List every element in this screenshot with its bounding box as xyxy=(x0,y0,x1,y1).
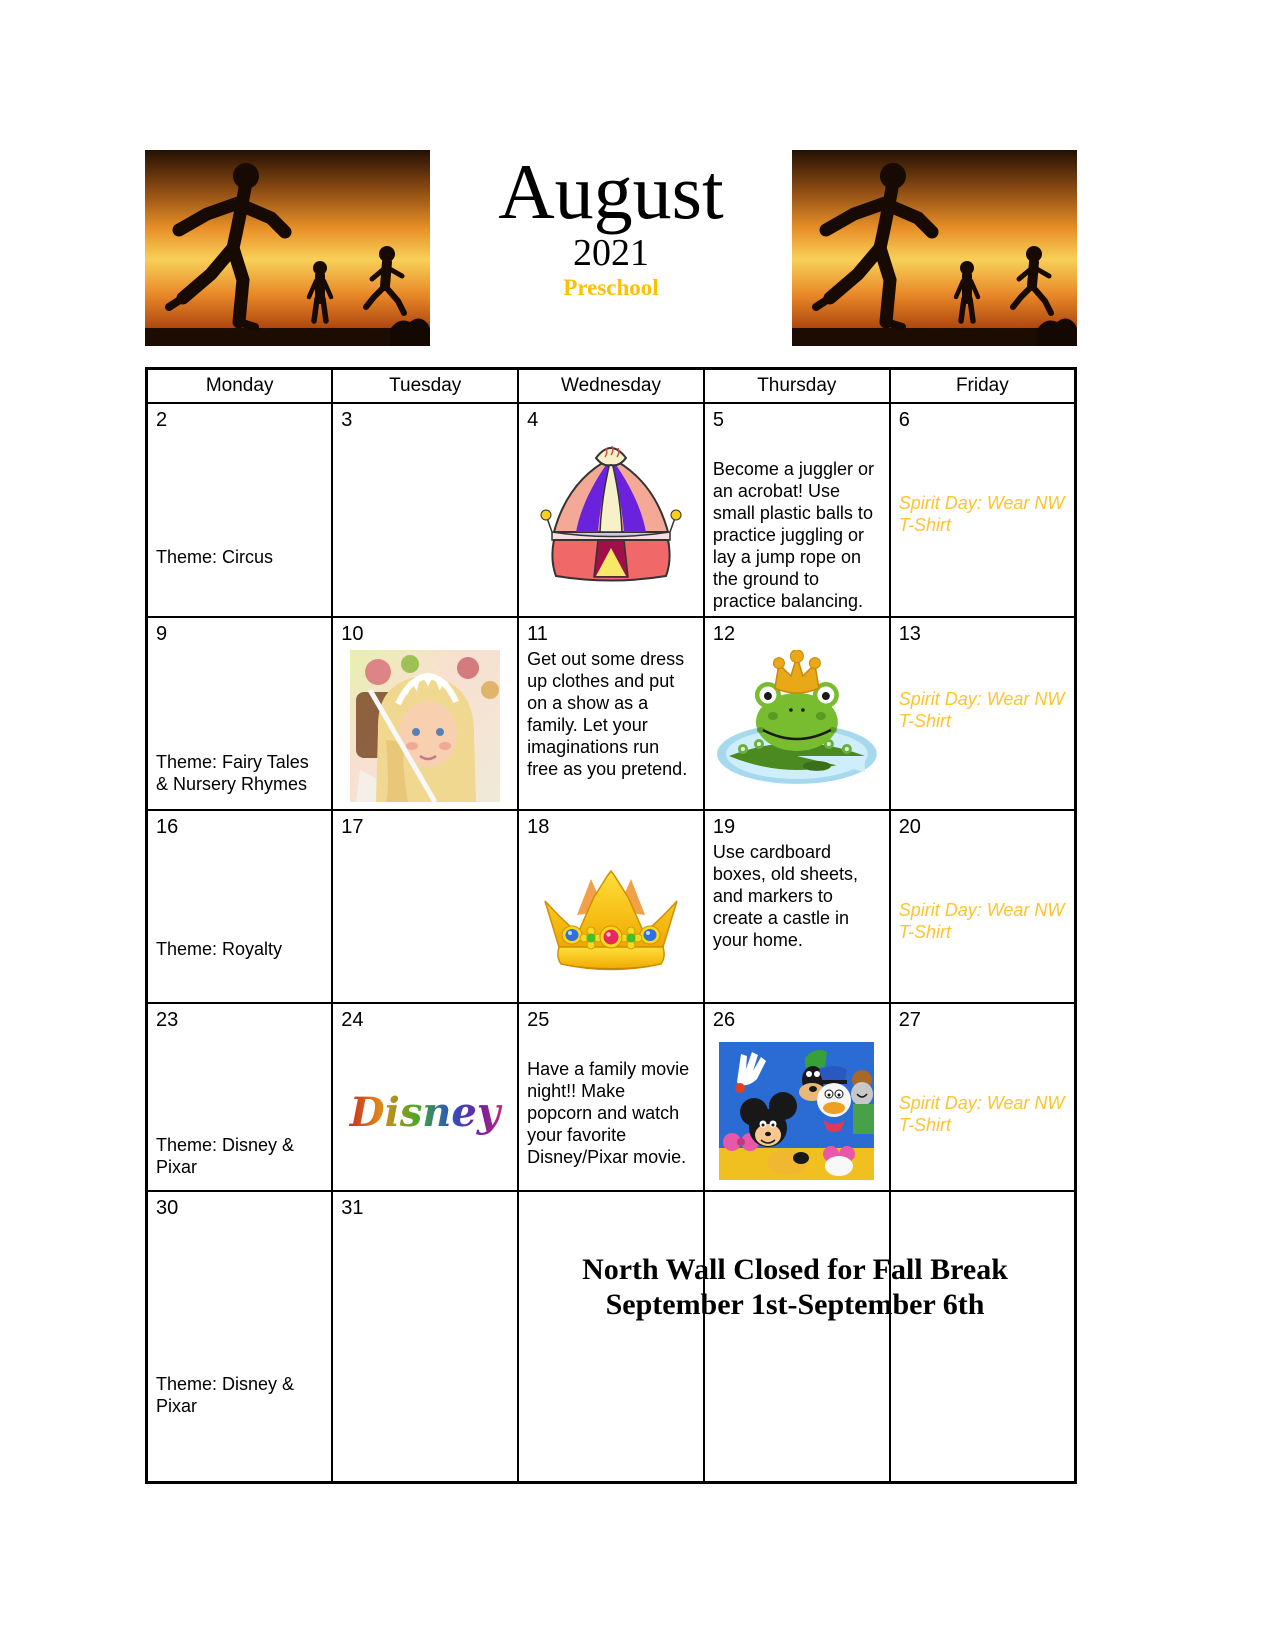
day-cell-aug25 xyxy=(518,1003,704,1191)
spirit-day-label: Spirit Day: Wear NW T-Shirt xyxy=(898,900,1065,942)
day-cell-aug3 xyxy=(332,403,518,617)
calendar-title-block xyxy=(430,150,792,302)
frog-prince-clipart xyxy=(713,650,881,788)
theme-label: Theme: Royalty xyxy=(156,939,283,959)
theme-label: Theme: Disney & Pixar xyxy=(156,1135,295,1177)
day-cell-aug12 xyxy=(704,617,890,810)
day-number: 24 xyxy=(341,1009,364,1031)
spirit-day-label: Spirit Day: Wear NW T-Shirt xyxy=(898,493,1065,535)
disney-logo xyxy=(341,1076,509,1148)
day-cell-aug31 xyxy=(332,1191,518,1483)
day-number: 4 xyxy=(527,409,539,431)
day-number: 27 xyxy=(898,1009,921,1031)
fall-break-notice-line1: North Wall Closed for Fall Break xyxy=(582,1253,1008,1286)
day-cell-aug23 xyxy=(147,1003,333,1191)
week-row-1 xyxy=(147,403,1076,617)
spirit-day-label: Spirit Day: Wear NW T-Shirt xyxy=(898,689,1065,731)
day-cell-aug26 xyxy=(704,1003,890,1191)
day-number: 16 xyxy=(156,816,179,838)
empty-cell-thu xyxy=(704,1191,890,1483)
day-cell-aug2 xyxy=(147,403,333,617)
day-number: 9 xyxy=(156,623,168,645)
fall-break-notice-line2: September 1st-September 6th xyxy=(605,1288,985,1321)
day-number: 5 xyxy=(712,409,725,431)
day-number: 19 xyxy=(712,816,736,838)
week-row-2 xyxy=(147,617,1076,810)
day-number: 13 xyxy=(898,623,921,645)
theme-label: Theme: Fairy Tales & Nursery Rhymes xyxy=(156,752,309,794)
sunset-children-photo-left xyxy=(145,150,430,346)
day-number: 2 xyxy=(156,409,168,431)
day-cell-aug30 xyxy=(147,1191,333,1483)
circus-tent-clipart xyxy=(527,436,695,586)
activity-text: Have a family movie night!! Make popcorn and watch your favorite Disney/Pixar movie. xyxy=(527,1059,690,1167)
activity-text: Become a juggler or an acrobat! Use small plastic balls to practice juggling or lay a jump rope on the ground to practice balancing. xyxy=(712,459,874,611)
day-number: 3 xyxy=(341,409,353,431)
theme-label: Theme: Disney & Pixar xyxy=(156,1374,295,1416)
day-number: 12 xyxy=(712,623,736,645)
activity-text: Use cardboard boxes, old sheets, and markers to create a castle in your home. xyxy=(712,842,858,950)
day-number: 23 xyxy=(156,1009,179,1031)
day-cell-aug4 xyxy=(518,403,704,617)
week-row-3 xyxy=(147,810,1076,1003)
weekday-header-friday: Friday xyxy=(890,369,1076,404)
sunset-children-photo-right xyxy=(792,150,1077,346)
day-cell-aug5 xyxy=(704,403,890,617)
spirit-day-label: Spirit Day: Wear NW T-Shirt xyxy=(898,1093,1065,1135)
month-title: August xyxy=(498,148,724,235)
day-number: 18 xyxy=(527,816,550,838)
weekday-header-tuesday: Tuesday xyxy=(332,369,518,404)
activity-text: Get out some dress up clothes and put on a show as a family. Let your imaginations run free as you pretend. xyxy=(527,649,688,779)
day-number: 17 xyxy=(341,816,364,838)
day-cell-aug6 xyxy=(890,403,1076,617)
weekday-header-thursday: Thursday xyxy=(704,369,890,404)
day-number: 25 xyxy=(527,1009,550,1031)
empty-cell-fri xyxy=(890,1191,1076,1483)
weekday-header-row xyxy=(147,369,1076,404)
day-cell-aug24 xyxy=(332,1003,518,1191)
day-cell-aug16 xyxy=(147,810,333,1003)
page-header xyxy=(145,150,1077,346)
calendar-grid xyxy=(145,367,1077,1484)
day-cell-aug19 xyxy=(704,810,890,1003)
day-cell-aug17 xyxy=(332,810,518,1003)
fall-break-notice xyxy=(515,1252,1075,1322)
svg-text:Disney: Disney xyxy=(350,1089,501,1136)
day-number: 31 xyxy=(341,1197,364,1219)
empty-cell-wed xyxy=(518,1191,704,1483)
theme-label: Theme: Circus xyxy=(156,547,274,567)
day-cell-aug27 xyxy=(890,1003,1076,1191)
day-number: 10 xyxy=(341,623,364,645)
week-row-5 xyxy=(147,1191,1076,1483)
gold-crown-clipart xyxy=(527,863,695,975)
day-cell-aug10 xyxy=(332,617,518,810)
day-cell-aug11 xyxy=(518,617,704,810)
day-cell-aug20 xyxy=(890,810,1076,1003)
day-number: 26 xyxy=(712,1009,736,1031)
girl-wearing-tiara-photo xyxy=(341,650,509,802)
day-number: 11 xyxy=(527,623,548,645)
weekday-header-monday: Monday xyxy=(147,369,333,404)
weekday-header-wednesday: Wednesday xyxy=(518,369,704,404)
day-cell-aug13 xyxy=(890,617,1076,810)
year-title: 2021 xyxy=(573,232,649,274)
day-number: 6 xyxy=(898,409,910,431)
day-cell-aug9 xyxy=(147,617,333,810)
day-number: 30 xyxy=(156,1197,179,1219)
day-cell-aug18 xyxy=(518,810,704,1003)
program-title: Preschool xyxy=(563,275,659,300)
disney-characters-clipart xyxy=(713,1042,881,1180)
day-number: 20 xyxy=(898,816,921,838)
week-row-4 xyxy=(147,1003,1076,1191)
